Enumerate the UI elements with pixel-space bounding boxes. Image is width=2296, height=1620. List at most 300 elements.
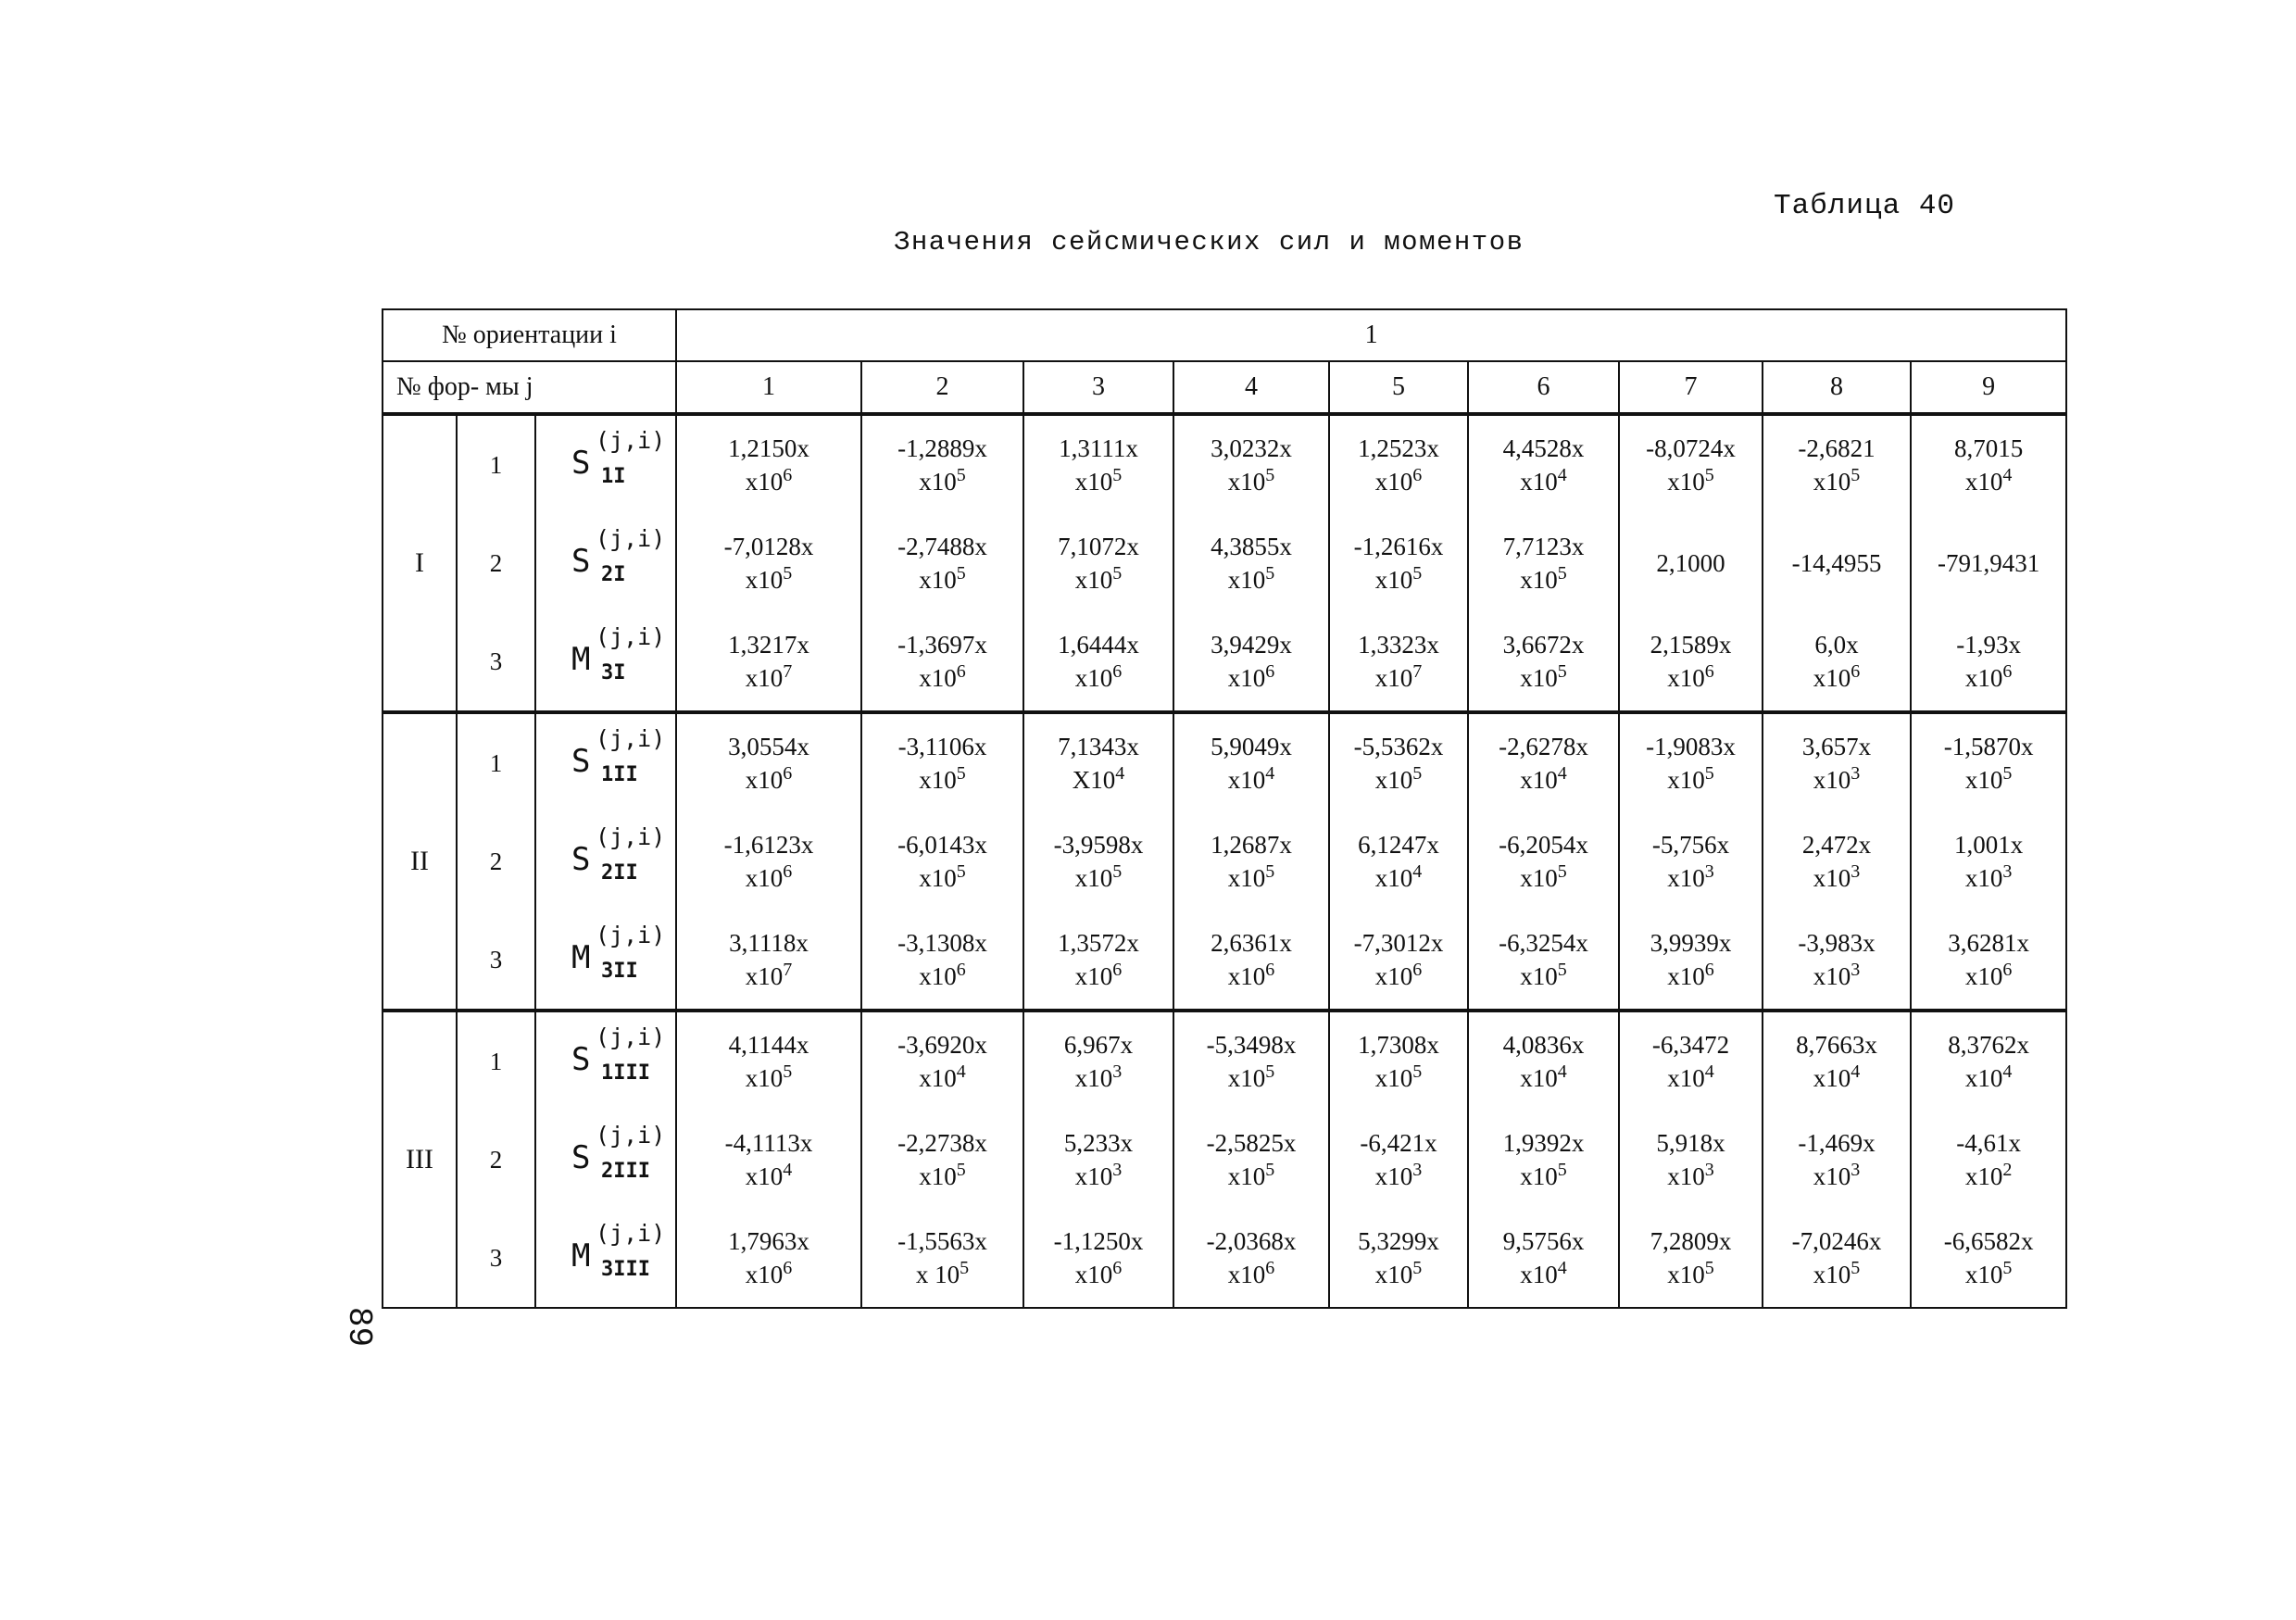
value-multiplier: $x10^5$: [1227, 1159, 1275, 1190]
value-multiplier: $x10^6$: [1227, 1257, 1275, 1288]
value-exponent: 4: [1851, 1061, 1861, 1082]
symbol-superscript: (j,i): [596, 1023, 666, 1051]
value-exponent: 6: [783, 1257, 793, 1278]
value-mantissa: 9,5756x: [1502, 1227, 1585, 1256]
value-multiplier: $x10^5$: [1074, 464, 1123, 496]
value-mantissa: -2,6821: [1798, 434, 1876, 463]
value-cell: [1468, 414, 1619, 514]
form-number-cell: 1: [457, 414, 535, 514]
value-cell: [676, 910, 861, 1011]
value-mantissa: -2,0368x: [1206, 1227, 1297, 1256]
force-symbol: [555, 822, 666, 896]
form-number-cell: 3: [457, 612, 535, 712]
value-mantissa: -3,1308x: [897, 929, 987, 958]
value-cell: [1468, 1209, 1619, 1308]
value-multiplier: $x10^6$: [745, 860, 793, 892]
form-number-cell: 3: [457, 910, 535, 1011]
value-cell: [861, 612, 1023, 712]
value-multiplier: $x10^3$: [1813, 959, 1861, 990]
symbol-cell: [535, 812, 676, 910]
value-cell: [1619, 514, 1763, 612]
seismic-forces-table: [382, 308, 2067, 1309]
force-symbol: [555, 723, 666, 797]
value-multiplier: $x10^7$: [745, 959, 793, 990]
column-header-5: 5: [1329, 361, 1468, 414]
form-number-cell: 1: [457, 1011, 535, 1111]
value-multiplier: $x10^5$: [1520, 660, 1567, 692]
value-cell: [1468, 514, 1619, 612]
value-exponent: 4: [1115, 762, 1125, 784]
value-exponent: 5: [1112, 562, 1123, 584]
value-multiplier: $x10^5$: [1667, 464, 1714, 496]
value-exponent: 6: [956, 660, 966, 682]
value-mantissa: 3,9429x: [1211, 631, 1292, 659]
value-exponent: 5: [1412, 762, 1423, 784]
value-cell: [1911, 1011, 2066, 1111]
value-multiplier: $X10^4$: [1072, 762, 1125, 794]
value-cell: [1329, 712, 1468, 812]
value-exponent: 5: [1265, 860, 1275, 882]
orientation-group-label: II: [383, 712, 457, 1011]
value-exponent: 5: [1704, 1257, 1714, 1278]
value-multiplier: $x10^5$: [919, 464, 966, 496]
value-exponent: 6: [783, 464, 793, 485]
value-exponent: 5: [956, 1159, 966, 1180]
value-exponent: 3: [1851, 1159, 1861, 1180]
value-exponent: 6: [1851, 660, 1861, 682]
value-cell: [1173, 514, 1329, 612]
value-mantissa: 1,001x: [1953, 831, 2024, 860]
value-mantissa: 8,3762x: [1948, 1031, 2029, 1060]
value-cell: [1173, 414, 1329, 514]
symbol-subscript: 2II: [601, 861, 638, 885]
symbol-base: S: [571, 1041, 591, 1079]
symbol-cell: [535, 514, 676, 612]
value-exponent: 7: [783, 660, 793, 682]
value-exponent: 5: [960, 1257, 970, 1278]
value-cell: [1911, 1111, 2066, 1209]
value-multiplier: $x10^3$: [1074, 1061, 1123, 1092]
symbol-base: M: [571, 641, 591, 679]
value-cell: [1468, 712, 1619, 812]
value-mantissa: -2,2738x: [897, 1129, 987, 1158]
value-cell: [1911, 414, 2066, 514]
value-mantissa: 1,2523x: [1358, 434, 1439, 463]
orientation-value-cell: 1: [676, 309, 2066, 361]
symbol-subscript: 1III: [601, 1061, 650, 1086]
value-exponent: 5: [956, 762, 966, 784]
value-multiplier: $x10^6$: [1374, 959, 1423, 990]
value-mantissa: 7,7123x: [1502, 533, 1585, 561]
value-mantissa: 2,1589x: [1650, 631, 1732, 659]
value-cell: [861, 514, 1023, 612]
value-exponent: 2: [2002, 1159, 2013, 1180]
value-mantissa: -6,0143x: [897, 831, 987, 860]
value-mantissa: -4,1113x: [724, 1129, 813, 1158]
value-exponent: 5: [1851, 464, 1861, 485]
value-mantissa: 1,2687x: [1211, 831, 1292, 860]
value-cell: [1023, 812, 1173, 910]
table-row: [383, 1111, 2066, 1209]
value-mantissa: -1,5563x: [897, 1227, 987, 1256]
value-cell: [861, 1011, 1023, 1111]
value-exponent: 4: [1557, 1257, 1567, 1278]
value-exponent: 5: [1557, 1159, 1567, 1180]
value-mantissa: 4,4528x: [1502, 434, 1585, 463]
form-number-cell: 2: [457, 514, 535, 612]
value-cell: [1763, 414, 1911, 514]
value-multiplier: $x10^4$: [1964, 1061, 2013, 1092]
value-multiplier: $x10^5$: [745, 1061, 793, 1092]
value-mantissa: -7,0128x: [723, 533, 814, 561]
value-multiplier: $x10^5$: [1227, 464, 1275, 496]
value-mantissa: 1,3323x: [1358, 631, 1439, 659]
value-mantissa: -1,2616x: [1353, 533, 1444, 561]
force-symbol: [555, 920, 666, 994]
form-number-cell: 3: [457, 1209, 535, 1308]
value-exponent: 4: [1265, 762, 1275, 784]
column-header-3: 3: [1023, 361, 1173, 414]
value-exponent: 5: [1112, 860, 1123, 882]
value-multiplier: $x10^6$: [1074, 660, 1123, 692]
symbol-base: S: [571, 743, 591, 781]
value-mantissa: 1,6444x: [1058, 631, 1139, 659]
value-cell: [1763, 514, 1911, 612]
symbol-cell: [535, 1111, 676, 1209]
symbol-subscript: 2III: [601, 1160, 650, 1184]
value-mantissa: 3,6281x: [1948, 929, 2029, 958]
table-row: [383, 414, 2066, 514]
orientation-header-cell: № ориентации i: [383, 309, 676, 361]
value-mantissa: 1,2150x: [728, 434, 809, 463]
value-multiplier: $x10^5$: [1374, 1257, 1423, 1288]
table-row: [383, 712, 2066, 812]
symbol-cell: [535, 414, 676, 514]
value-multiplier: $x10^4$: [919, 1061, 966, 1092]
value-cell: [1468, 910, 1619, 1011]
value-mantissa: -3,1106x: [897, 733, 987, 761]
value-mantissa: -6,3254x: [1499, 929, 1588, 958]
value-exponent: 4: [1557, 762, 1567, 784]
symbol-superscript: (j,i): [596, 1220, 666, 1248]
table-caption: Значения сейсмических сил и моментов: [894, 227, 1524, 257]
value-cell: [1763, 1209, 1911, 1308]
value-mantissa: -7,0246x: [1791, 1227, 1882, 1256]
value-cell: [1619, 712, 1763, 812]
value-cell: [1329, 812, 1468, 910]
value-exponent: 3: [1412, 1159, 1423, 1180]
value-exponent: 5: [956, 464, 966, 485]
force-symbol: [555, 1022, 666, 1096]
value-cell: [1763, 1111, 1911, 1209]
column-header-row: [383, 361, 2066, 414]
value-multiplier: $x10^6$: [919, 959, 966, 990]
value-multiplier: $x10^5$: [745, 562, 793, 594]
value-cell: [1468, 612, 1619, 712]
value-mantissa: -1,469x: [1798, 1129, 1876, 1158]
value-exponent: 3: [1704, 1159, 1714, 1180]
value-exponent: 7: [1412, 660, 1423, 682]
value-exponent: 6: [1112, 959, 1123, 980]
value-exponent: 6: [783, 860, 793, 882]
value-mantissa: 7,1072x: [1058, 533, 1139, 561]
value-multiplier: $x10^6$: [1813, 660, 1861, 692]
value-cell: [1763, 910, 1911, 1011]
symbol-base: M: [571, 1237, 591, 1275]
value-exponent: 3: [1851, 762, 1861, 784]
value-multiplier: $x10^4$: [1813, 1061, 1861, 1092]
value-exponent: 4: [1557, 1061, 1567, 1082]
value-multiplier: $x10^5$: [1520, 959, 1567, 990]
value-mantissa: 2,1000: [1656, 548, 1725, 577]
value-mantissa: 1,3572x: [1058, 929, 1139, 958]
value-exponent: 6: [1412, 464, 1423, 485]
value-multiplier: x $10^5$: [915, 1257, 970, 1288]
value-multiplier: $x10^4$: [1667, 1061, 1714, 1092]
form-number-cell: 2: [457, 812, 535, 910]
table-row: [383, 612, 2066, 712]
value-mantissa: -1,3697x: [897, 631, 987, 659]
value-cell: [1763, 612, 1911, 712]
value-cell: [1023, 712, 1173, 812]
force-symbol: [555, 1120, 666, 1194]
value-mantissa: 2,472x: [1801, 831, 1872, 860]
value-exponent: 6: [1265, 959, 1275, 980]
value-exponent: 4: [1704, 1061, 1714, 1082]
value-multiplier: $x10^6$: [1074, 1257, 1123, 1288]
value-cell: [676, 414, 861, 514]
value-multiplier: $x10^5$: [1964, 1257, 2013, 1288]
value-cell: [1619, 414, 1763, 514]
symbol-superscript: (j,i): [596, 823, 666, 851]
value-exponent: 5: [1851, 1257, 1861, 1278]
value-cell: [1619, 1209, 1763, 1308]
value-multiplier: $x10^5$: [1964, 762, 2013, 794]
table-row: [383, 812, 2066, 910]
value-exponent: 6: [1265, 1257, 1275, 1278]
table-row: [383, 1209, 2066, 1308]
value-multiplier: $x10^3$: [1964, 860, 2013, 892]
symbol-cell: [535, 612, 676, 712]
value-exponent: 4: [2002, 1061, 2013, 1082]
value-multiplier: $x10^5$: [1667, 762, 1714, 794]
value-cell: [1173, 812, 1329, 910]
value-exponent: 5: [1412, 562, 1423, 584]
column-header-6: 6: [1468, 361, 1619, 414]
value-cell: [1023, 1111, 1173, 1209]
value-multiplier: $x10^5$: [919, 1159, 966, 1190]
symbol-cell: [535, 910, 676, 1011]
value-cell: [1619, 1111, 1763, 1209]
value-cell: [1023, 910, 1173, 1011]
value-cell: [1763, 1011, 1911, 1111]
value-cell: [1619, 612, 1763, 712]
value-multiplier: $x10^6$: [1964, 660, 2013, 692]
value-multiplier: $x10^5$: [1227, 1061, 1275, 1092]
value-multiplier: $x10^6$: [745, 1257, 793, 1288]
value-cell: [1468, 812, 1619, 910]
symbol-cell: [535, 1011, 676, 1111]
value-mantissa: -2,7488x: [897, 533, 987, 561]
value-exponent: 5: [1557, 660, 1567, 682]
value-cell: [1329, 612, 1468, 712]
value-multiplier: $x10^6$: [1374, 464, 1423, 496]
value-exponent: 4: [956, 1061, 966, 1082]
value-cell: [1173, 910, 1329, 1011]
value-mantissa: -2,5825x: [1206, 1129, 1297, 1158]
value-mantissa: 6,1247x: [1358, 831, 1439, 860]
value-exponent: 4: [783, 1159, 793, 1180]
value-cell: [1023, 1011, 1173, 1111]
value-cell: [1911, 712, 2066, 812]
symbol-superscript: (j,i): [596, 427, 666, 455]
symbol-cell: [535, 712, 676, 812]
value-cell: [1023, 1209, 1173, 1308]
value-mantissa: 1,3217x: [728, 631, 809, 659]
value-mantissa: -2,6278x: [1499, 733, 1588, 761]
value-mantissa: 1,9392x: [1502, 1129, 1585, 1158]
value-mantissa: -1,6123x: [723, 831, 814, 860]
value-cell: [1911, 514, 2066, 612]
value-multiplier: $x10^5$: [1374, 1061, 1423, 1092]
symbol-subscript: 3II: [601, 960, 638, 984]
value-mantissa: 6,0x: [1814, 631, 1859, 659]
value-mantissa: -6,6582x: [1943, 1227, 2034, 1256]
symbol-superscript: (j,i): [596, 725, 666, 753]
value-exponent: 6: [1412, 959, 1423, 980]
value-cell: [1329, 414, 1468, 514]
value-cell: [676, 514, 861, 612]
value-cell: [861, 414, 1023, 514]
value-cell: [676, 1209, 861, 1308]
value-multiplier: $x10^5$: [1520, 562, 1567, 594]
value-multiplier: $x10^5$: [1227, 562, 1275, 594]
value-mantissa: -6,2054x: [1499, 831, 1588, 860]
value-cell: [676, 612, 861, 712]
value-multiplier: $x10^5$: [1374, 762, 1423, 794]
column-header-1: 1: [676, 361, 861, 414]
value-mantissa: 1,7963x: [728, 1227, 809, 1256]
value-mantissa: -5,3498x: [1206, 1031, 1297, 1060]
symbol-superscript: (j,i): [596, 922, 666, 949]
value-mantissa: -3,9598x: [1053, 831, 1144, 860]
value-cell: [1911, 910, 2066, 1011]
value-exponent: 6: [1112, 660, 1123, 682]
value-exponent: 6: [1265, 660, 1275, 682]
value-multiplier: $x10^6$: [1227, 959, 1275, 990]
value-exponent: 5: [1265, 464, 1275, 485]
value-mantissa: 5,3299x: [1358, 1227, 1439, 1256]
value-mantissa: 5,9049x: [1211, 733, 1292, 761]
value-cell: [1329, 1111, 1468, 1209]
orientation-group-label: III: [383, 1011, 457, 1308]
symbol-base: M: [571, 939, 591, 977]
value-mantissa: -3,983x: [1798, 929, 1876, 958]
value-exponent: 5: [2002, 1257, 2013, 1278]
value-mantissa: -4,61x: [1956, 1129, 2021, 1158]
value-exponent: 5: [1557, 959, 1567, 980]
value-multiplier: $x10^5$: [1074, 562, 1123, 594]
column-header-4: 4: [1173, 361, 1329, 414]
symbol-base: S: [571, 543, 591, 581]
value-cell: [1763, 812, 1911, 910]
value-multiplier: $x10^2$: [1964, 1159, 2013, 1190]
value-mantissa: 3,0554x: [728, 733, 809, 761]
column-header-9: 9: [1911, 361, 2066, 414]
value-exponent: 3: [1851, 860, 1861, 882]
value-cell: [1468, 1011, 1619, 1111]
value-cell: [1023, 414, 1173, 514]
value-multiplier: $x10^6$: [1667, 660, 1714, 692]
value-exponent: 5: [1412, 1257, 1423, 1278]
symbol-superscript: (j,i): [596, 525, 666, 553]
value-multiplier: $x10^5$: [1074, 860, 1123, 892]
value-mantissa: 5,918x: [1656, 1129, 1725, 1158]
force-symbol: [555, 1218, 666, 1292]
value-cell: [861, 812, 1023, 910]
value-mantissa: -7,3012x: [1353, 929, 1444, 958]
value-exponent: 5: [1265, 1061, 1275, 1082]
value-cell: [1329, 514, 1468, 612]
value-cell: [676, 1111, 861, 1209]
value-cell: [1173, 612, 1329, 712]
value-cell: [1911, 1209, 2066, 1308]
value-multiplier: $x10^4$: [1227, 762, 1275, 794]
value-mantissa: 1,3111x: [1059, 434, 1138, 463]
value-cell: [1619, 910, 1763, 1011]
value-multiplier: $x10^6$: [745, 464, 793, 496]
value-exponent: 5: [956, 562, 966, 584]
value-cell: [676, 812, 861, 910]
value-cell: [1329, 1209, 1468, 1308]
value-cell: [676, 712, 861, 812]
force-symbol: [555, 425, 666, 499]
value-multiplier: $x10^5$: [1813, 1257, 1861, 1288]
column-header-7: 7: [1619, 361, 1763, 414]
page-number: 89: [340, 1306, 379, 1348]
value-mantissa: 4,0836x: [1502, 1031, 1585, 1060]
symbol-superscript: (j,i): [596, 1122, 666, 1149]
value-cell: [676, 1011, 861, 1111]
value-multiplier: $x10^4$: [1520, 762, 1567, 794]
value-cell: [1023, 612, 1173, 712]
value-multiplier: $x10^5$: [919, 860, 966, 892]
table-row: [383, 1011, 2066, 1111]
value-exponent: 4: [2002, 464, 2013, 485]
value-mantissa: 1,7308x: [1358, 1031, 1439, 1060]
value-multiplier: $x10^6$: [745, 762, 793, 794]
value-mantissa: 7,1343x: [1058, 733, 1139, 761]
value-exponent: 4: [1412, 860, 1423, 882]
force-symbol: [555, 523, 666, 597]
value-cell: [1619, 1011, 1763, 1111]
value-mantissa: 8,7015: [1953, 434, 2024, 463]
value-exponent: 3: [2002, 860, 2013, 882]
symbol-base: S: [571, 445, 591, 483]
value-multiplier: $x10^3$: [1813, 1159, 1861, 1190]
value-mantissa: 4,3855x: [1211, 533, 1292, 561]
value-mantissa: -791,9431: [1937, 548, 2040, 577]
value-exponent: 3: [1704, 860, 1714, 882]
value-multiplier: $x10^5$: [919, 762, 966, 794]
value-multiplier: $x10^4$: [745, 1159, 793, 1190]
value-mantissa: 3,0232x: [1211, 434, 1292, 463]
orientation-header-row: [383, 309, 2066, 361]
value-mantissa: -8,0724x: [1646, 434, 1736, 463]
value-cell: [861, 712, 1023, 812]
value-cell: [861, 1111, 1023, 1209]
value-multiplier: $x10^4$: [1520, 1061, 1567, 1092]
